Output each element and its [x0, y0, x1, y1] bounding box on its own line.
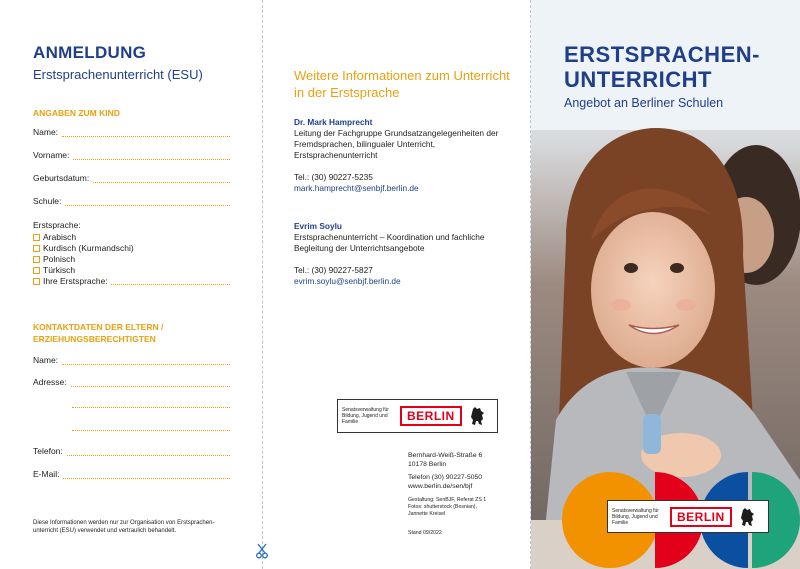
contact-soylu — [294, 221, 514, 287]
parent-address-field[interactable] — [33, 377, 230, 387]
contact-name: Dr. Mark Hamprecht — [294, 117, 373, 127]
address-block — [408, 451, 482, 469]
cover-subtitle: Angebot an Berliner Schulen — [564, 96, 724, 110]
field-label: Adresse: — [33, 377, 67, 387]
language-checkbox-turkish[interactable] — [33, 265, 230, 275]
credit-line: Fotos: shutterstock (Bosnian), — [408, 504, 477, 510]
parent-phone-field[interactable] — [33, 446, 230, 456]
logo-text: Senatsverwaltung für Bildung, Jugend und Familie — [612, 507, 659, 526]
office-phone: Telefon (30) 90227-5050 — [408, 474, 483, 481]
parents-heading-line2: ERZIEHUNGSBERECHTIGTEN — [33, 334, 156, 344]
privacy-footnote: Diese Informationen werden nur zur Organisation von Erstsprachenunterricht (ESU) verwendet und vertraulich behandelt. — [33, 520, 215, 534]
cover-title — [564, 42, 760, 92]
edition-date: Stand 09/2022 — [408, 530, 442, 536]
registration-title: ANMELDUNG — [33, 43, 147, 62]
option-label: Türkisch — [43, 265, 76, 275]
berlin-senate-logo — [337, 399, 498, 433]
address-line-2[interactable] — [72, 407, 230, 408]
language-checkbox-kurdish[interactable] — [33, 243, 230, 253]
field-label: Telefon: — [33, 446, 63, 456]
option-label: Polnisch — [43, 254, 76, 264]
logo-word: BERLIN — [400, 406, 462, 426]
contact-role: Erstsprachenunterricht – Koordination und fachliche Begleitung der Unterrichtsangebote — [294, 232, 485, 253]
credit-line: Jannette Kreisel — [408, 511, 446, 517]
child-school-field[interactable] — [33, 196, 230, 206]
contact-phone: Tel.: (30) 90227-5235 — [294, 172, 373, 182]
option-label: Arabisch — [43, 232, 77, 242]
parents-heading-line1: KONTAKTDATEN DER ELTERN / — [33, 322, 164, 332]
logo-word: BERLIN — [670, 507, 732, 527]
option-label: Ihre Erstsprache: — [43, 276, 108, 286]
registration-subtitle: Erstsprachenunterricht (ESU) — [33, 67, 203, 82]
field-label: Geburtsdatum: — [33, 173, 90, 183]
field-label: E-Mail: — [33, 469, 60, 479]
contact-role: Leitung der Fachgruppe Grundsatzangelegenheiten der Fremdsprachen, bilingualer Unterricht, Erstsprachenunterricht — [294, 128, 499, 160]
field-label: Name: — [33, 355, 59, 365]
language-label: Erstsprache: — [33, 220, 81, 230]
info-heading: Weitere Informationen zum Unterricht in der Erstsprache — [294, 68, 510, 100]
contact-block — [408, 473, 482, 491]
berlin-bear-icon — [468, 406, 486, 426]
cover-berlin-logo — [607, 500, 769, 533]
child-birthdate-field[interactable] — [33, 173, 230, 183]
credits-block — [408, 497, 486, 518]
address-street: Bernhard-Weiß-Straße 6 — [408, 452, 483, 459]
address-line-3[interactable] — [72, 430, 230, 431]
logo-text: Senatsverwaltung für Bildung, Jugend und Familie — [342, 407, 389, 425]
option-label: Kurdisch (Kurmandschi) — [43, 243, 134, 253]
contact-phone: Tel.: (30) 90227-5827 — [294, 265, 373, 275]
field-label: Name: — [33, 127, 59, 137]
parents-section-heading — [33, 321, 163, 345]
language-checkbox-arabic[interactable] — [33, 232, 230, 242]
cover-title-line1: ERSTSPRACHEN- — [564, 42, 760, 67]
child-firstname-field[interactable] — [33, 150, 230, 160]
language-checkbox-polish[interactable] — [33, 254, 230, 264]
contact-name: Evrim Soylu — [294, 221, 342, 231]
credit-line: Gestaltung: SenBJF, Referat ZS 1 — [408, 497, 487, 503]
parent-email-field[interactable] — [33, 469, 230, 479]
contact-hamprecht — [294, 117, 514, 194]
contact-email-link[interactable]: evrim.soylu@senbjf.berlin.de — [294, 276, 401, 286]
cover-panel — [531, 0, 800, 569]
website-link[interactable]: www.berlin.de/sen/bjf — [408, 483, 473, 490]
language-checkbox-other[interactable] — [33, 276, 230, 286]
field-label: Vorname: — [33, 150, 70, 160]
address-city: 10178 Berlin — [408, 461, 447, 468]
parent-name-field[interactable] — [33, 355, 230, 365]
child-name-field[interactable] — [33, 127, 230, 137]
berlin-bear-icon — [738, 507, 756, 527]
field-label: Schule: — [33, 196, 62, 206]
cover-title-line2: UNTERRICHT — [564, 67, 712, 92]
contact-email-link[interactable]: mark.hamprecht@senbjf.berlin.de — [294, 183, 419, 193]
child-section-heading: ANGABEN ZUM KIND — [33, 108, 120, 118]
